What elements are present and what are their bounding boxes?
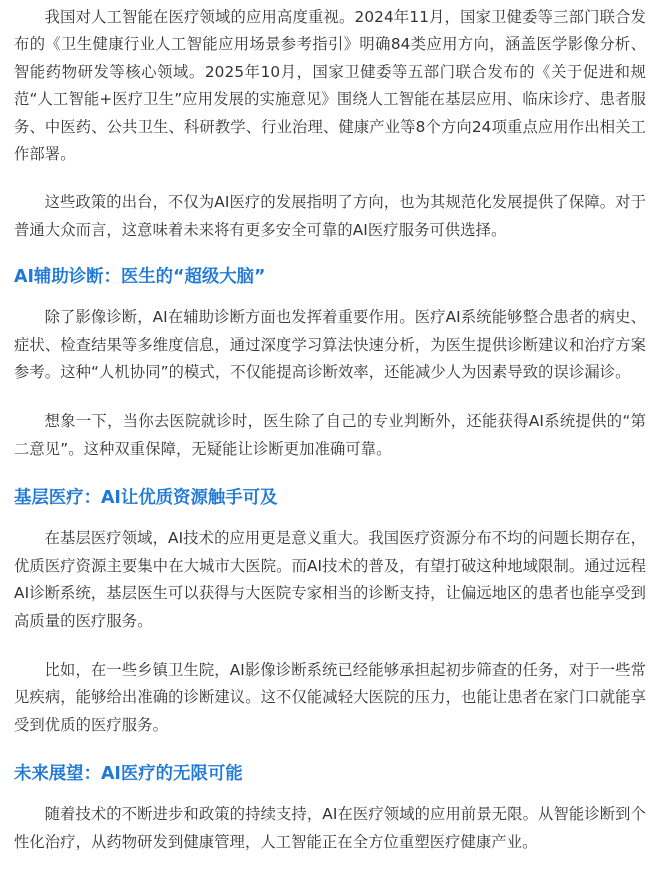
section-heading-future-outlook: 未来展望：AI医疗的无限可能	[14, 764, 243, 785]
paragraph-future-outlook: 随着技术的不断进步和政策的持续支持，AI在医疗领域的应用前景无限。从智能诊断到个性化治疗，从药物研发到健康管理，人工智能正在全方位重塑医疗健康产业。	[14, 805, 646, 851]
section-heading-primary-care: 基层医疗：AI让优质资源触手可及	[14, 488, 278, 509]
paragraph-primary-care-significance: 在基层医疗领域，AI技术的应用更是意义重大。我国医疗资源分布不均的问题长期存在，优质医疗资源主要集中在大城市大医院。而AI技术的普及，有望打破这种地域限制。通过远程AI诊断系统，基层医生可以获得与大医院专家相当的诊断支持，让偏远地区的患者也能享受到高质量的医疗服务。	[14, 529, 646, 630]
intro-paragraph-policy: 我国对人工智能在医疗领域的应用高度重视。2024年11月，国家卫健委等三部门联合发布的《卫生健康行业人工智能应用场景参考指引》明确84类应用方向，涵盖医学影像分析、智能药物研发等核心领域。2025年10月，国家卫健委等五部门联合发布的《关于促进和规范“人工智能+医疗卫生”应用发展的实施意见》围绕人工智能在基层应用、临床诊疗、患者服务、中医药、公共卫生、科研教学、行业治理、健康产业等8个方向24项重点应用作出相关工作部署。	[14, 8, 646, 164]
paragraph-second-opinion: 想象一下，当你去医院就诊时，医生除了自己的专业判断外，还能获得AI系统提供的“第二意见”。这种双重保障，无疑能让诊断更加准确可靠。	[14, 412, 646, 458]
intro-paragraph-significance: 这些政策的出台，不仅为AI医疗的发展指明了方向，也为其规范化发展提供了保障。对于普通大众而言，这意味着未来将有更多安全可靠的AI医疗服务可供选择。	[14, 193, 646, 239]
section-heading-ai-diagnosis: AI辅助诊断：医生的“超级大脑”	[14, 267, 266, 288]
paragraph-ai-diagnosis-role: 除了影像诊断，AI在辅助诊断方面也发挥着重要作用。医疗AI系统能够整合患者的病史、症状、检查结果等多维度信息，通过深度学习算法快速分析，为医生提供诊断建议和治疗方案参考。这种“人机协同”的模式，不仅能提高诊断效率，还能减少人为因素导致的误诊漏诊。	[14, 308, 646, 382]
paragraph-township-example: 比如，在一些乡镇卫生院，AI影像诊断系统已经能够承担起初步筛查的任务，对于一些常见疾病，能够给出准确的诊断建议。这不仅能减轻大医院的压力，也能让患者在家门口就能享受到优质的医疗服务。	[14, 660, 646, 734]
